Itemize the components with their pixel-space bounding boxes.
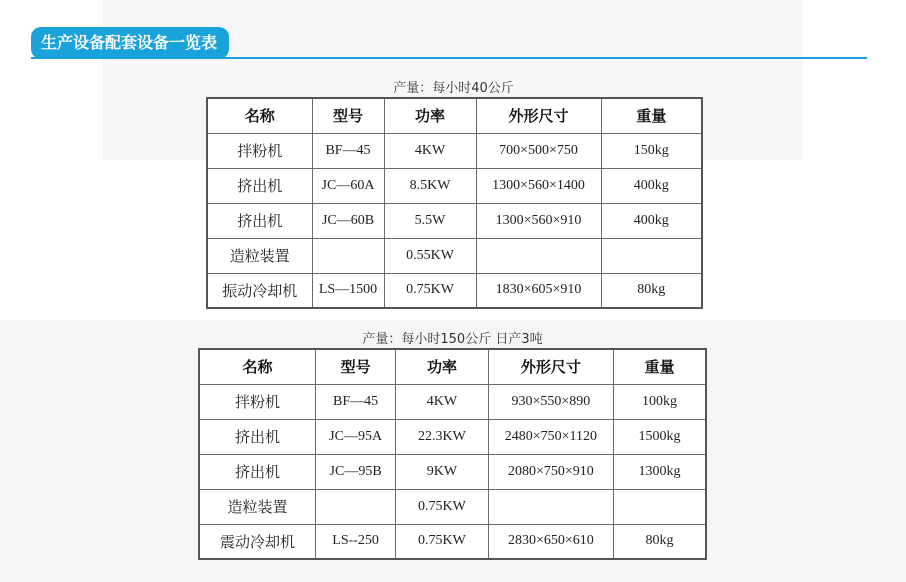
cell-model: LS--250 — [315, 524, 395, 559]
cell-power: 9KW — [396, 454, 488, 489]
table-row — [199, 454, 706, 489]
cell-dimensions: 2480×750×1120 — [488, 419, 613, 454]
cell-power: 22.3KW — [396, 419, 488, 454]
header-name: 名称 — [207, 98, 312, 133]
equipment-table-150kg — [198, 348, 707, 560]
cell-dimensions: 2080×750×910 — [488, 454, 613, 489]
header-weight: 重量 — [614, 349, 706, 384]
cell-name: 振动冷却机 — [207, 273, 312, 308]
cell-power: 4KW — [384, 133, 476, 168]
header-weight: 重量 — [601, 98, 702, 133]
table-1-caption: 产量：每小时40公斤 — [393, 81, 514, 96]
table-row — [207, 273, 702, 308]
cell-name: 造粒装置 — [207, 238, 312, 273]
cell-power: 0.75KW — [396, 489, 488, 524]
header-power: 功率 — [384, 98, 476, 133]
cell-dimensions: 1830×605×910 — [476, 273, 601, 308]
cell-name: 拌粉机 — [207, 133, 312, 168]
cell-name: 挤出机 — [207, 168, 312, 203]
table-row — [199, 524, 706, 559]
cell-weight: 400kg — [601, 203, 702, 238]
cell-model — [315, 489, 395, 524]
header-name: 名称 — [199, 349, 315, 384]
cell-weight: 400kg — [601, 168, 702, 203]
header-dimensions: 外形尺寸 — [488, 349, 613, 384]
cell-dimensions — [488, 489, 613, 524]
table-row — [199, 419, 706, 454]
table-row — [199, 384, 706, 419]
cell-power: 0.55KW — [384, 238, 476, 273]
table-header-row — [207, 98, 702, 133]
table-row — [207, 168, 702, 203]
cell-weight: 80kg — [614, 524, 706, 559]
cell-name: 造粒装置 — [199, 489, 315, 524]
cell-dimensions: 700×500×750 — [476, 133, 601, 168]
table-row — [207, 133, 702, 168]
title-underline — [31, 57, 867, 59]
cell-model: LS—1500 — [312, 273, 384, 308]
cell-power: 0.75KW — [396, 524, 488, 559]
header-dimensions: 外形尺寸 — [476, 98, 601, 133]
cell-dimensions — [476, 238, 601, 273]
cell-model: BF—45 — [312, 133, 384, 168]
cell-dimensions: 930×550×890 — [488, 384, 613, 419]
cell-dimensions: 2830×650×610 — [488, 524, 613, 559]
cell-model: JC—95A — [315, 419, 395, 454]
cell-power: 4KW — [396, 384, 488, 419]
equipment-table-40kg — [206, 97, 703, 309]
table-2-caption: 产量：每小时150公斤 日产3吨 — [362, 332, 543, 347]
cell-model: BF—45 — [315, 384, 395, 419]
cell-power: 0.75KW — [384, 273, 476, 308]
header-power: 功率 — [396, 349, 488, 384]
cell-weight: 150kg — [601, 133, 702, 168]
cell-weight — [614, 489, 706, 524]
cell-weight: 1500kg — [614, 419, 706, 454]
header-model: 型号 — [315, 349, 395, 384]
cell-dimensions: 1300×560×1400 — [476, 168, 601, 203]
cell-dimensions: 1300×560×910 — [476, 203, 601, 238]
cell-model: JC—60A — [312, 168, 384, 203]
cell-weight: 80kg — [601, 273, 702, 308]
cell-name: 震动冷却机 — [199, 524, 315, 559]
cell-weight: 100kg — [614, 384, 706, 419]
cell-name: 挤出机 — [199, 454, 315, 489]
cell-model: JC—60B — [312, 203, 384, 238]
cell-power: 5.5W — [384, 203, 476, 238]
cell-name: 拌粉机 — [199, 384, 315, 419]
cell-weight — [601, 238, 702, 273]
cell-power: 8.5KW — [384, 168, 476, 203]
cell-model — [312, 238, 384, 273]
table-header-row — [199, 349, 706, 384]
table-row — [207, 238, 702, 273]
cell-model: JC—95B — [315, 454, 395, 489]
table-row — [207, 203, 702, 238]
table-row — [199, 489, 706, 524]
cell-name: 挤出机 — [199, 419, 315, 454]
cell-name: 挤出机 — [207, 203, 312, 238]
section-title-tab: 生产设备配套设备一览表 — [31, 27, 229, 59]
cell-weight: 1300kg — [614, 454, 706, 489]
header-model: 型号 — [312, 98, 384, 133]
